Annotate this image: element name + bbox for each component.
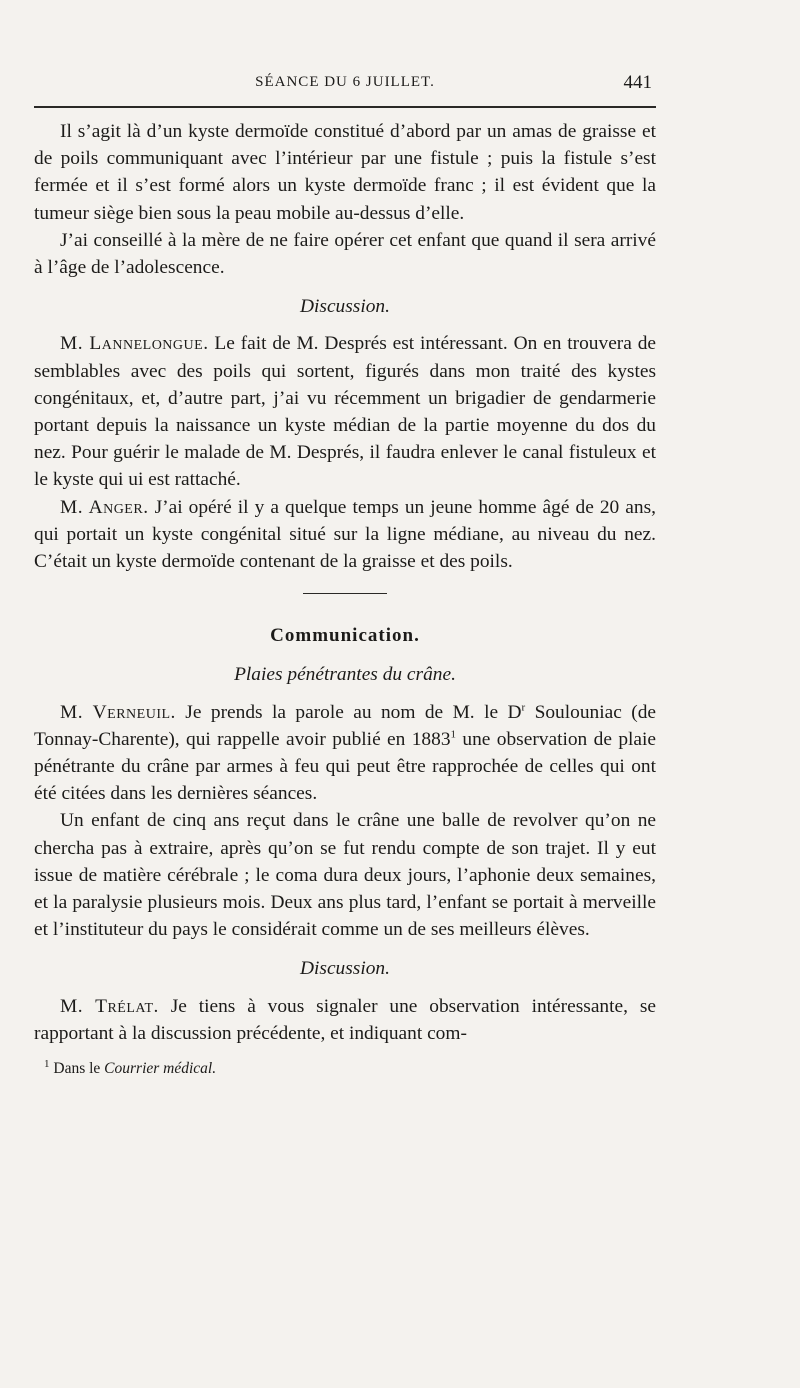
paragraph-enfant: Un enfant de cinq ans reçut dans le crâne une balle de revolver qu’on ne chercha pas à extraire, après qu’on se fut rendu compte de son trajet. Il y eut issue de matière cérébrale ; le coma dura deux jours, l’aphonie deux semaines, et la paralysie plusieurs mois. Deux ans plus tard, l’enfant se portait à merveille et l’instituteur du pays le considérait comme un de ses meilleurs élèves. — [34, 810, 656, 941]
speaker-name: M. Trélat. — [60, 995, 159, 1017]
speaker-name: M. Verneuil. — [60, 701, 176, 723]
page-number: 441 — [623, 72, 652, 93]
discussion-heading-2: Discussion. — [300, 958, 390, 980]
paragraph-conseil: J’ai conseillé à la mère de ne faire opérer cet enfant que quand il sera arrivé à l’âge de l’adolescence. — [34, 229, 656, 279]
footnote-ref: 1 — [450, 728, 457, 741]
page — [34, 70, 656, 1079]
footnote-text: Dans le — [49, 1060, 105, 1078]
running-title: SÉANCE DU 6 JUILLET. — [255, 74, 435, 90]
discussion-heading-1: Discussion. — [300, 296, 390, 318]
speaker-name: M. Lannelongue. — [60, 333, 209, 355]
speech-text: Je prends la parole au nom de M. le D — [175, 701, 522, 723]
section-divider — [303, 593, 387, 594]
footnote-marker: 1 — [44, 1057, 50, 1070]
plaies-heading: Plaies pénétrantes du crâne. — [234, 664, 456, 686]
header-rule — [34, 106, 656, 108]
running-head — [34, 70, 656, 98]
paragraph-kyste-dermoide: Il s’agit là d’un kyste dermoïde constitué d’abord par un amas de graisse et de poils communiquant avec l’intérieur par une fistule ; puis la fistule s’est fermée et il s’est formé alors un kyste dermoïde franc ; il est évident que la tumeur siège bien sous la peau mobile au-dessus d’elle. — [34, 121, 656, 224]
speech-text: Le fait de M. Després est intéressant. On en trouvera de semblables avec des poils qui sortent, figurés dans mon traité des kystes congénitaux, et, d’autre part, j’ai vu récemment un brigadier de gendarmerie portant depuis la naissance un kyste médian de la partie moyenne du dos du nez. Pour guérir le malade de M. Després, il faudra enlever le canal fistuleux et le kyste qui ui est rattaché. — [34, 333, 656, 491]
footnote — [34, 1059, 656, 1079]
speech-text: une observation de plaie pénétrante du crâne par armes à feu qui peut être rapprochée de celles qui ont été citées dans les dernières séances. — [34, 728, 657, 805]
superscript-r: r — [521, 701, 526, 714]
paragraph-lannelongue — [34, 330, 656, 493]
paragraph-anger — [34, 494, 656, 576]
paragraph-verneuil — [34, 699, 656, 808]
footnote-source: Courrier médical. — [104, 1060, 217, 1078]
communication-heading: Communication. — [270, 625, 420, 647]
paragraph-trelat — [34, 993, 656, 1047]
speech-text: Soulouniac (de Tonnay-Charente), qui rappelle avoir publié en 1883 — [34, 701, 656, 750]
speech-text: Je tiens à vous signaler une observation intéressante, se rapportant à la discussion précédente, et indiquant com- — [34, 995, 656, 1044]
speech-text: J’ai opéré il y a quelque temps un jeune homme âgé de 20 ans, qui portait un kyste congénital situé sur la ligne médiane, au niveau du nez. C’était un kyste dermoïde contenant de la graisse et des poils. — [34, 496, 657, 573]
speaker-name: M. Anger. — [60, 496, 149, 518]
